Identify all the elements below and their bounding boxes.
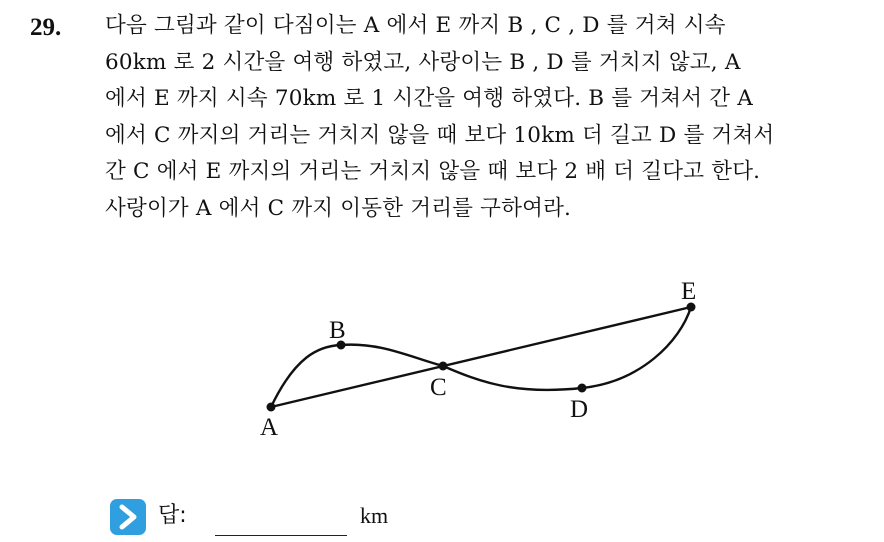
answer-row: [110, 497, 510, 537]
problem-line-6: 사랑이가 A 에서 C 까지 이동한 거리를 구하여라.: [105, 195, 572, 221]
answer-label: 답:: [158, 503, 187, 528]
problem-line-4: 에서 C 까지의 거리는 거치지 않을 때 보다 10km 더 길고 D 를 거쳐서: [105, 122, 775, 148]
point-d: [578, 384, 587, 393]
label-e: E: [681, 278, 697, 305]
label-c: C: [430, 374, 447, 401]
problem-line-3: 에서 E 까지 시속 70km 로 1 시간을 여행 하였다. B 를 거쳐서 간 A: [105, 86, 753, 112]
chevron-right-icon: [110, 499, 146, 535]
problem-number: 29.: [30, 14, 62, 41]
problem-line-2: 60km 로 2 시간을 여행 하였고, 사랑이는 B , D 를 거치지 않고, A: [105, 49, 741, 75]
label-d: D: [570, 396, 589, 423]
answer-unit: km: [360, 503, 389, 528]
point-a: [267, 403, 276, 412]
route-diagram-svg: [240, 262, 720, 452]
problem-line-1: 다음 그림과 같이 다짐이는 A 에서 E 까지 B , C , D 를 거쳐 시속: [105, 13, 726, 38]
problem-line-5: 간 C 에서 E 까지의 거리는 거치지 않을 때 보다 2 배 더 길다고 한다.: [105, 159, 761, 185]
curved-route-a-b-c: [271, 345, 443, 407]
curved-route-c-d-e: [443, 307, 691, 390]
point-c: [439, 362, 448, 371]
label-b: B: [329, 317, 346, 344]
route-diagram: [240, 262, 720, 456]
label-a: A: [260, 414, 279, 441]
problem-text: [105, 8, 865, 228]
answer-blank[interactable]: [215, 535, 347, 536]
